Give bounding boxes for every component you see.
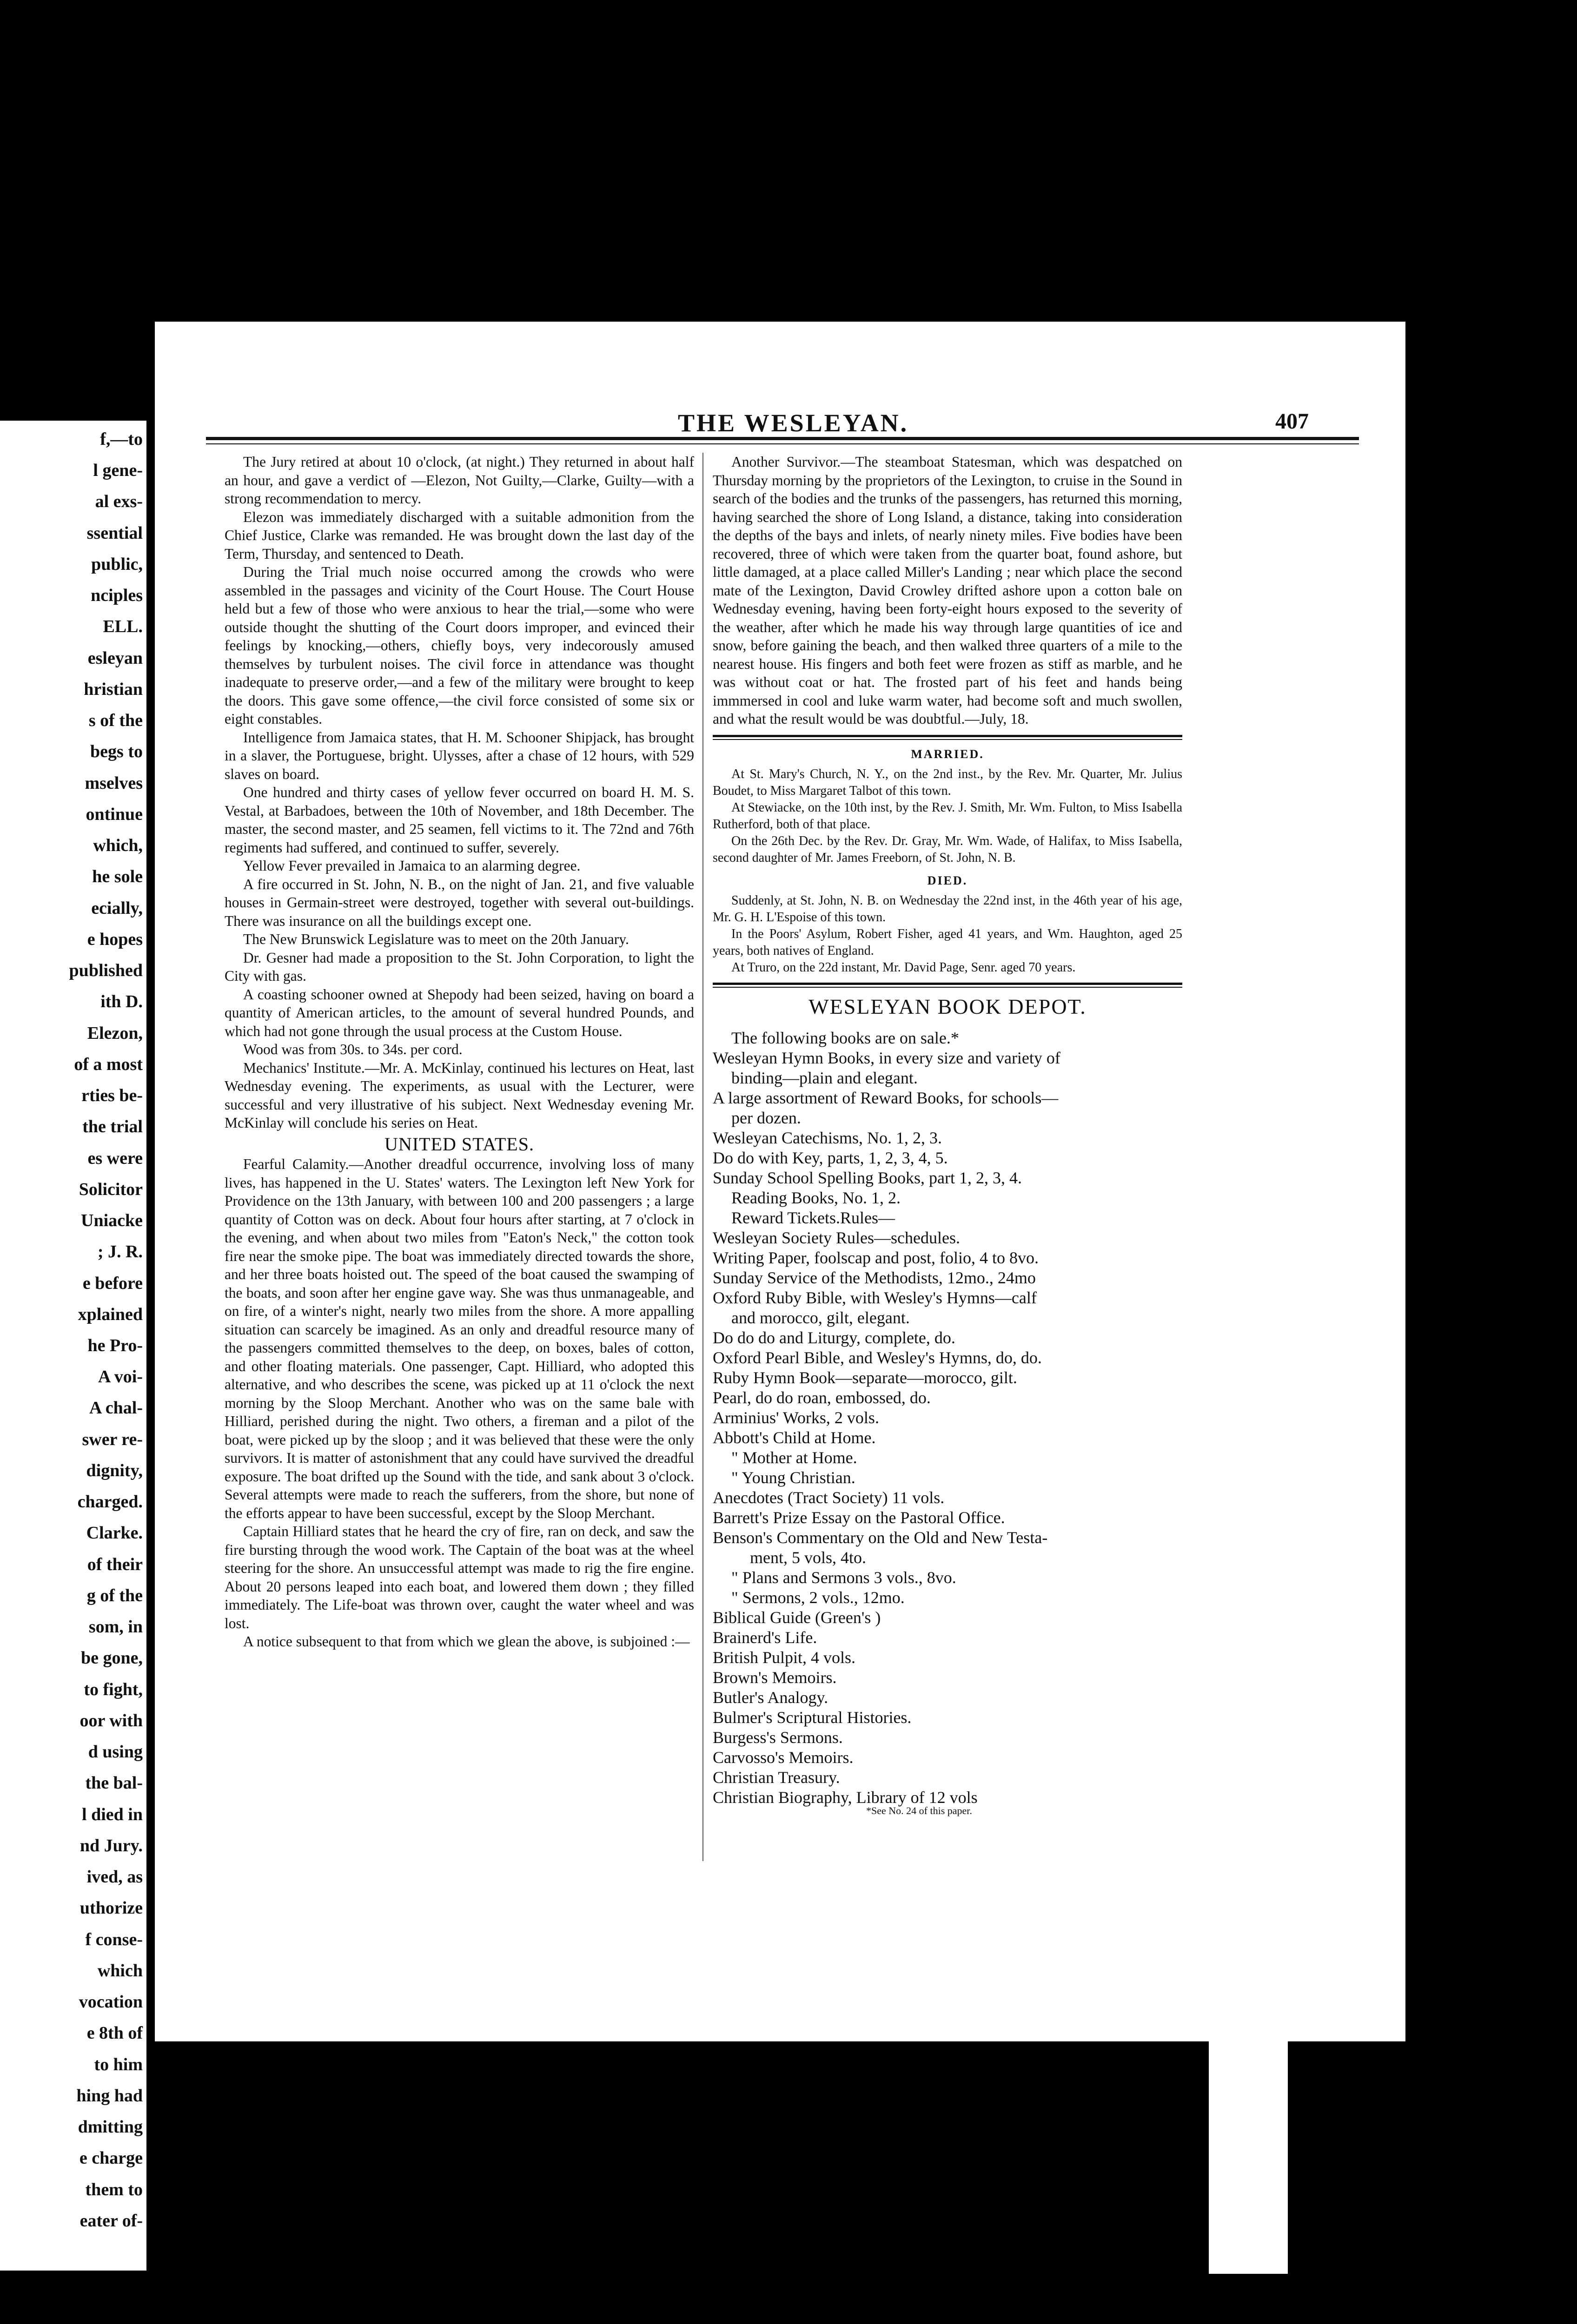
book-list-item: Carvosso's Memoirs. [713,1748,854,1767]
marriage-notice: On the 26th Dec. by the Rev. Dr. Gray, Mr. Wm. Wade, of Halifax, to Miss Isabella, second daughter of Mr. James Freeborn, of St. John, N. B. [713,833,1182,865]
previous-page-line: e before [82,1274,143,1293]
previous-page-line: al exs- [95,492,143,511]
news-paragraph: During the Trial much noise occurred among the crowds who were assembled in the passages and vicinity of the Court House. The Court House held but a few of those who were anxious to hear the trial,—some who were outside thought the shutting of the Court doors improper, and evinced their feelings by knocking,—others, chiefly boys, very indecorously amused themselves by turbulent noises. The civil force in attendance was thought inadequate to preserve order,—and a few of the military were brought to keep the doors. This gave some offence,—the civil force consisted of some six or eight constables. [225,564,694,727]
previous-page-line: es were [87,1149,143,1168]
book-list-item: " Mother at Home. [731,1448,857,1467]
book-list-item: Sunday School Spelling Books, part 1, 2, 3, 4. [713,1168,1022,1187]
previous-page-line: e hopes [87,930,143,949]
book-list-item: Wesleyan Hymn Books, in every size and variety of [713,1048,1060,1067]
previous-page-line: s of the [88,711,143,730]
book-list-item: Butler's Analogy. [713,1688,828,1707]
previous-page-line: l died in [82,1805,143,1824]
book-list-item: Wesleyan Society Rules—schedules. [713,1228,960,1247]
book-list-item: Wesleyan Catechisms, No. 1, 2, 3. [713,1128,942,1147]
book-list-item: Sunday Service of the Methodists, 12mo., 24mo [713,1268,1036,1287]
previous-page-line: ecially, [91,898,143,918]
previous-page-line: rties be- [81,1086,143,1105]
previous-page-line: Elezon, [87,1023,143,1043]
right-column [713,453,1340,1817]
married-heading: MARRIED. [911,747,984,761]
book-list [713,1048,1340,1808]
married-notices [713,766,1182,866]
previous-page-line: ELL. [103,617,143,636]
marriage-notice: At St. Mary's Church, N. Y., on the 2nd inst., by the Rev. Mr. Quarter, Mr. Julius Boudet, to Miss Margaret Talbot of this town. [713,766,1182,798]
book-list-item: binding—plain and elegant. [731,1068,918,1087]
book-depot-intro: The following books are on sale.* [731,1028,959,1047]
previous-page-line: swer re- [82,1430,143,1449]
page-number: 407 [1275,409,1309,434]
page-shadow [1209,2041,1288,2274]
news-paragraph: Mechanics' Institute.—Mr. A. McKinlay, continued his lectures on Heat, last Wednesday evening. The experiments, as usual with the Lecturer, were successful and very illustrative of his subject. Next Wednesday evening Mr. McKinlay will conclude his series on Heat. [225,1059,694,1131]
news-paragraph: A coasting schooner owned at Shepody had been seized, having on board a quantity of American articles, to the amount of several hundred Pounds, and which had not gone through the usual process at the Custom House. [225,986,694,1039]
previous-page-line: dmitting [78,2117,143,2137]
previous-page-line: A chal- [89,1398,143,1418]
previous-page-line: charged. [77,1492,143,1512]
previous-page-line: xplained [78,1305,143,1324]
news-paragraph: Elezon was immediately discharged with a suitable admonition from the Chief Justice, Clarke was remanded. He was brought down the last day of the Term, Thursday, and sentenced to Death. [225,508,694,562]
book-list-item: A large assortment of Reward Books, for schools— [713,1088,1059,1107]
book-list-item: and morocco, gilt, elegant. [731,1308,910,1327]
news-paragraph: The Jury retired at about 10 o'clock, (at night.) They returned in about half an hour, and gave a verdict of —Elezon, Not Guilty,—Clarke, Guilty—with a strong recommendation to mercy. [225,454,694,507]
news-paragraph: One hundred and thirty cases of yellow fever occurred on board H. M. S. Vestal, at Barbadoes, between the 10th of November, and 18th December. The master, the second master, and 25 seamen, fell victims to it. The 72nd and 76th regiments had suffered, and continued to suffer, severely. [225,784,694,856]
book-list-item: Benson's Commentary on the Old and New Testa- [713,1528,1048,1547]
previous-page-line: them to [85,2180,143,2199]
book-list-item: Ruby Hymn Book—separate—morocco, gilt. [713,1368,1017,1387]
died-notices [713,892,1182,976]
previous-page-line: of a most [74,1055,143,1074]
news-paragraph: The New Brunswick Legislature was to meet on the 20th January. [243,931,629,947]
previous-page-line: the bal- [85,1773,143,1793]
previous-page-line: he Pro- [87,1336,143,1355]
previous-page-line: of their [87,1555,143,1574]
previous-page-line: e charge [79,2148,143,2168]
previous-page-line: ; J. R. [97,1242,143,1261]
previous-page-line: f conse- [85,1930,143,1949]
book-list-item: Oxford Ruby Bible, with Wesley's Hymns—calf [713,1288,1037,1307]
book-list-item: Arminius' Works, 2 vols. [713,1408,879,1427]
marriage-notice: At Stewiacke, on the 10th inst, by the Rev. J. Smith, Mr. Wm. Fulton, to Miss Isabella Rutherford, both of that place. [713,800,1182,832]
previous-page-line: som, in [88,1617,143,1637]
previous-page-line: nd Jury. [80,1836,143,1855]
previous-page-line: begs to [90,742,143,761]
book-list-item: Do do with Key, parts, 1, 2, 3, 4, 5. [713,1148,948,1167]
previous-page-line: dignity, [86,1461,143,1480]
book-list-item: Barrett's Prize Essay on the Pastoral Office. [713,1508,1005,1527]
previous-page-line: he sole [92,867,143,886]
book-list-item: Christian Treasury. [713,1768,840,1787]
footnote: *See No. 24 of this paper. [866,1804,972,1816]
previous-page-edge [0,421,146,2271]
section-rule [713,735,1182,737]
book-list-item: Brown's Memoirs. [713,1668,837,1687]
previous-page-line: be gone, [81,1648,143,1668]
header-rule [206,437,1359,440]
previous-page-line: ived, as [86,1867,143,1887]
section-rule-thin [713,987,1182,988]
previous-page-line: to him [94,2055,143,2074]
previous-page-line: d using [88,1742,143,1762]
book-list-item: Biblical Guide (Green's ) [713,1608,881,1627]
book-list-item: Do do do and Liturgy, complete, do. [713,1328,955,1347]
section-rule-thin [713,739,1182,740]
book-list-item: Writing Paper, foolscap and post, folio, 4 to 8vo. [713,1248,1039,1267]
previous-page-line: which, [93,836,143,855]
news-paragraph: A fire occurred in St. John, N. B., on the night of Jan. 21, and five valuable houses in Germain-street were destroyed, together with several out-buildings. There was insurance on all the buildings except one. [225,876,694,929]
death-notice: At Truro, on the 22d instant, Mr. David Page, Senr. aged 70 years. [731,960,1076,975]
previous-page-line: uthorize [80,1898,143,1918]
previous-page-line: mselves [85,773,143,793]
book-list-item: " Plans and Sermons 3 vols., 8vo. [731,1568,956,1587]
header-rule-thin [206,443,1359,444]
previous-page-line: ontinue [86,805,143,824]
book-list-item: " Young Christian. [731,1468,855,1487]
survivor-paragraph: Another Survivor.—The steamboat Statesman, which was despatched on Thursday morning by the proprietors of the Lexington, to cruise in the Sound in search of the bodies and the trunks of the passengers, has returned this morning, having searched the shore of Long Island, a distance, taking into consideration the depths of the bays and inlets, of nearly ninety miles. Five bodies have been recovered, three of which were taken from the quarter boat, found ashore, but little damaged, at a place called Miller's Landing ; near which place the second mate of the Lexington, David Crowley drifted ashore upon a cotton bale on Wednesday evening, having been forty-eight hours exposed to the severity of the weather, after which he made his way through large quantities of ice and snow, before gaining the beach, and then walked three quarters of a mile to the nearest house. His fingers and both feet were frozen as stiff as marble, and he was without coat or hat. The frosted part of his feet and hands being immmersed in cool and luke warm water, had become soft and much swollen, and what the result would be was doubtful.—July, 18. [713,454,1182,727]
previous-page-line: which [97,1961,143,1981]
book-list-item: Anecdotes (Tract Society) 11 vols. [713,1488,945,1507]
previous-page-line: vocation [79,1992,143,2012]
book-list-item: Abbott's Child at Home. [713,1428,876,1447]
death-notice: Suddenly, at St. John, N. B. on Wednesday the 22nd inst, in the 46th year of his age, Mr. G. H. L'Espoise of this town. [713,893,1182,924]
previous-page-line: oor with [80,1711,143,1730]
died-heading: DIED. [927,873,968,887]
news-paragraph: Yellow Fever prevailed in Jamaica to an alarming degree. [243,858,581,874]
previous-page-line: Clarke. [86,1523,143,1543]
news-paragraph: Intelligence from Jamaica states, that H. M. Schooner Shipjack, has brought in a slaver, the Portuguese, bright. Ulysses, after a chase of 12 hours, with 529 slaves on board. [225,729,694,782]
page-title: THE WESLEYAN. [678,409,909,437]
previous-page-line: g of the [86,1586,143,1605]
book-list-item: Reward Tickets.Rules— [731,1208,895,1227]
previous-page-line: esleyan [87,648,143,668]
news-paragraph: Fearful Calamity.—Another dreadful occurrence, involving loss of many lives, has happened in the U. States' waters. The Lexington left New York for Providence on the 13th January, with between 100 and 200 passengers ; a large quantity of Cotton was on deck. About four hours after starting, at 7 o'clock in the evening, and when about two miles from "Eaton's Neck," the cotton took fire near the smoke pipe. The boat was immediately directed towards the shore, and her three boats hoisted out. The speed of the boat caused the swamping of the boats, and soon after her engine gave way. She was thus unmanageable, and on fire, of a winter's night, nearly two miles from the shore. A more appalling situation can scarcely be imagined. As an only and dreadful resource many of the passengers committed themselves to the deep, on boxes, bales of cotton, and other floating materials. One passenger, Capt. Hilliard, who adopted this alternative, and who describes the scene, was picked up at 11 o'clock the next morning by the Sloop Merchant. Another who was on the same bale with Hilliard, perished during the night. Two others, a fireman and a pilot of the boat, were picked up by the sloop ; and it was believed that these were the only survivors. It is matter of astonishment that any could have survived the dreadful exposure. The boat drifted up the Sound with the tide, and sank about 3 o'clock. Several attempts were made to reach the sufferers, from the shore, but none of the efforts appear to have been successful, except by the Sloop Merchant. [225,1156,694,1521]
section-heading: UNITED STATES. [384,1133,534,1155]
book-list-item: ment, 5 vols, 4to. [750,1548,866,1567]
news-paragraph: A notice subsequent to that from which we glean the above, is subjoined :— [243,1633,690,1650]
previous-page-line: Solicitor [79,1180,143,1199]
news-paragraphs [225,453,694,1132]
previous-page-line: eater of- [80,2211,143,2231]
book-list-item: per dozen. [731,1108,801,1127]
book-list-item: Burgess's Sermons. [713,1728,843,1747]
news-paragraph: Captain Hilliard states that he heard the cry of fire, ran on deck, and saw the fire bursting through the wood work. The Captain of the boat was at the wheel steering for the shore. An unsuccessful attempt was made to rig the fire engine. About 20 persons leaped into each boat, and lowered them down ; they filled immediately. The Life-boat was thrown over, caught the water wheel and was lost. [225,1523,694,1631]
book-list-item: Christian Biography, Library of 12 vols [713,1788,978,1807]
previous-page-line: to fight, [84,1680,143,1699]
previous-page-line: Uniacke [81,1211,143,1230]
book-list-item: British Pulpit, 4 vols. [713,1648,856,1667]
previous-page-line: ssential [86,523,143,543]
previous-page-line: nciples [91,586,143,605]
section-rule [713,983,1182,985]
book-list-item: Reading Books, No. 1, 2. [731,1188,901,1207]
book-list-item: Pearl, do do roan, embossed, do. [713,1388,931,1407]
death-notice: In the Poors' Asylum, Robert Fisher, aged 41 years, and Wm. Haughton, aged 25 years, both natives of England. [713,926,1182,958]
book-list-item: Oxford Pearl Bible, and Wesley's Hymns, do, do. [713,1348,1042,1367]
previous-page-line: f,—to [100,429,143,449]
previous-page-line: e 8th of [86,2023,143,2043]
previous-page-line: ith D. [100,992,143,1011]
book-list-item: Bulmer's Scriptural Histories. [713,1708,912,1727]
newspaper-page [155,322,1405,2041]
us-news-paragraphs [225,1155,694,1651]
previous-page-line: the trial [82,1117,143,1136]
previous-page-line: public, [91,555,143,574]
previous-page-line: l gene- [93,461,143,480]
book-list-item: " Sermons, 2 vols., 12mo. [731,1588,905,1607]
book-depot-title: WESLEYAN BOOK DEPOT. [808,994,1087,1018]
previous-page-line: hristian [84,680,143,699]
news-paragraph: Wood was from 30s. to 34s. per cord. [243,1041,463,1057]
column-rule [702,453,703,1861]
previous-page-line: A voi- [98,1367,143,1386]
previous-page-line: hing had [76,2086,143,2106]
book-list-item: Brainerd's Life. [713,1628,817,1647]
previous-page-line: published [69,961,143,980]
news-paragraph: Dr. Gesner had made a proposition to the St. John Corporation, to light the City with gas. [225,949,694,984]
